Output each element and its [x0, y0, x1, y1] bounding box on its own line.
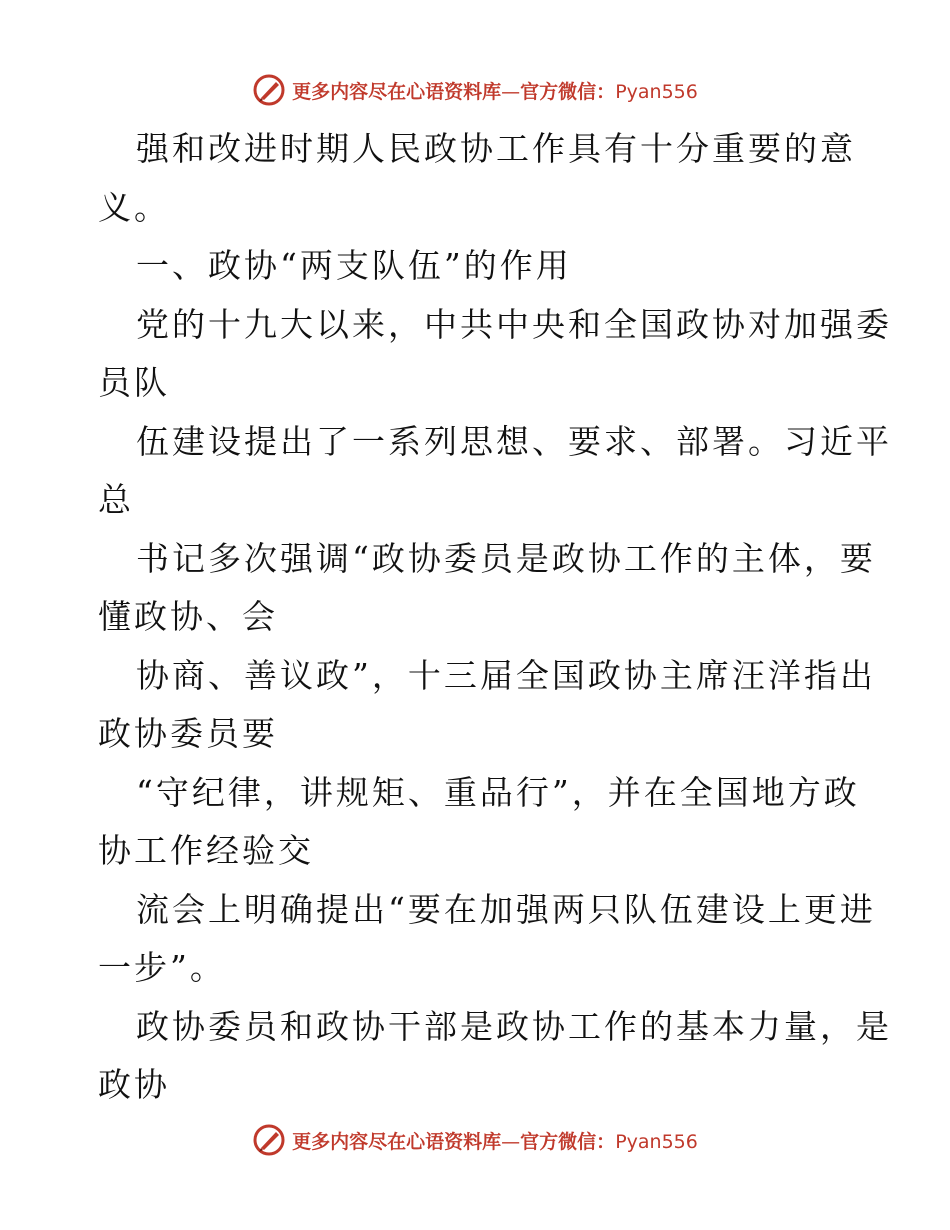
body-line: 一步”。: [98, 948, 226, 987]
body-line: 伍建设提出了一系列思想、要求、部署。习近平: [136, 421, 892, 461]
body-line: “守纪律，讲规矩、重品行”，并在全国地方政: [136, 772, 860, 812]
banner-separator: —: [501, 1130, 521, 1153]
body-line: 义。: [98, 187, 170, 227]
body-line: 强和改进时期人民政协工作具有十分重要的意: [136, 129, 856, 168]
body-line: 流会上明确提出“要在加强两只队伍建设上更进: [136, 889, 876, 929]
body-line: 总: [98, 480, 134, 519]
body-line: 协工作经验交: [98, 831, 314, 870]
body-line: 书记多次强调“政协委员是政协工作的主体，要: [136, 538, 876, 578]
body-line: 员队: [98, 363, 170, 402]
header-banner: [0, 70, 950, 110]
banner-main-text: 更多内容尽在心语资料库: [292, 80, 502, 103]
banner-account: Pyan556: [615, 80, 698, 103]
banner-separator: —: [501, 80, 521, 103]
body-line: 协商、善议政”，十三届全国政协主席汪洋指出: [136, 655, 876, 695]
banner-suffix-label: 官方微信：: [520, 80, 616, 103]
quill-pen-logo-icon: [252, 73, 286, 107]
banner-text: [292, 77, 698, 104]
banner-account: Pyan556: [615, 1130, 698, 1153]
body-line: 政协委员要: [98, 714, 278, 753]
banner-suffix-label: 官方微信：: [520, 1130, 616, 1153]
body-line: 政协: [98, 1065, 170, 1104]
document-body: [98, 120, 892, 1115]
quill-pen-logo-icon: [252, 1123, 286, 1157]
footer-banner: [0, 1120, 950, 1160]
body-line: 党的十九大以来，中共中央和全国政协对加强委: [136, 304, 892, 344]
body-line: 懂政协、会: [98, 597, 278, 636]
banner-main-text: 更多内容尽在心语资料库: [292, 1130, 502, 1153]
body-line: 政协委员和政协干部是政协工作的基本力量，是: [136, 1006, 892, 1046]
banner-text: [292, 1127, 698, 1154]
section-heading: 一、政协“两支队伍”的作用: [136, 246, 572, 285]
